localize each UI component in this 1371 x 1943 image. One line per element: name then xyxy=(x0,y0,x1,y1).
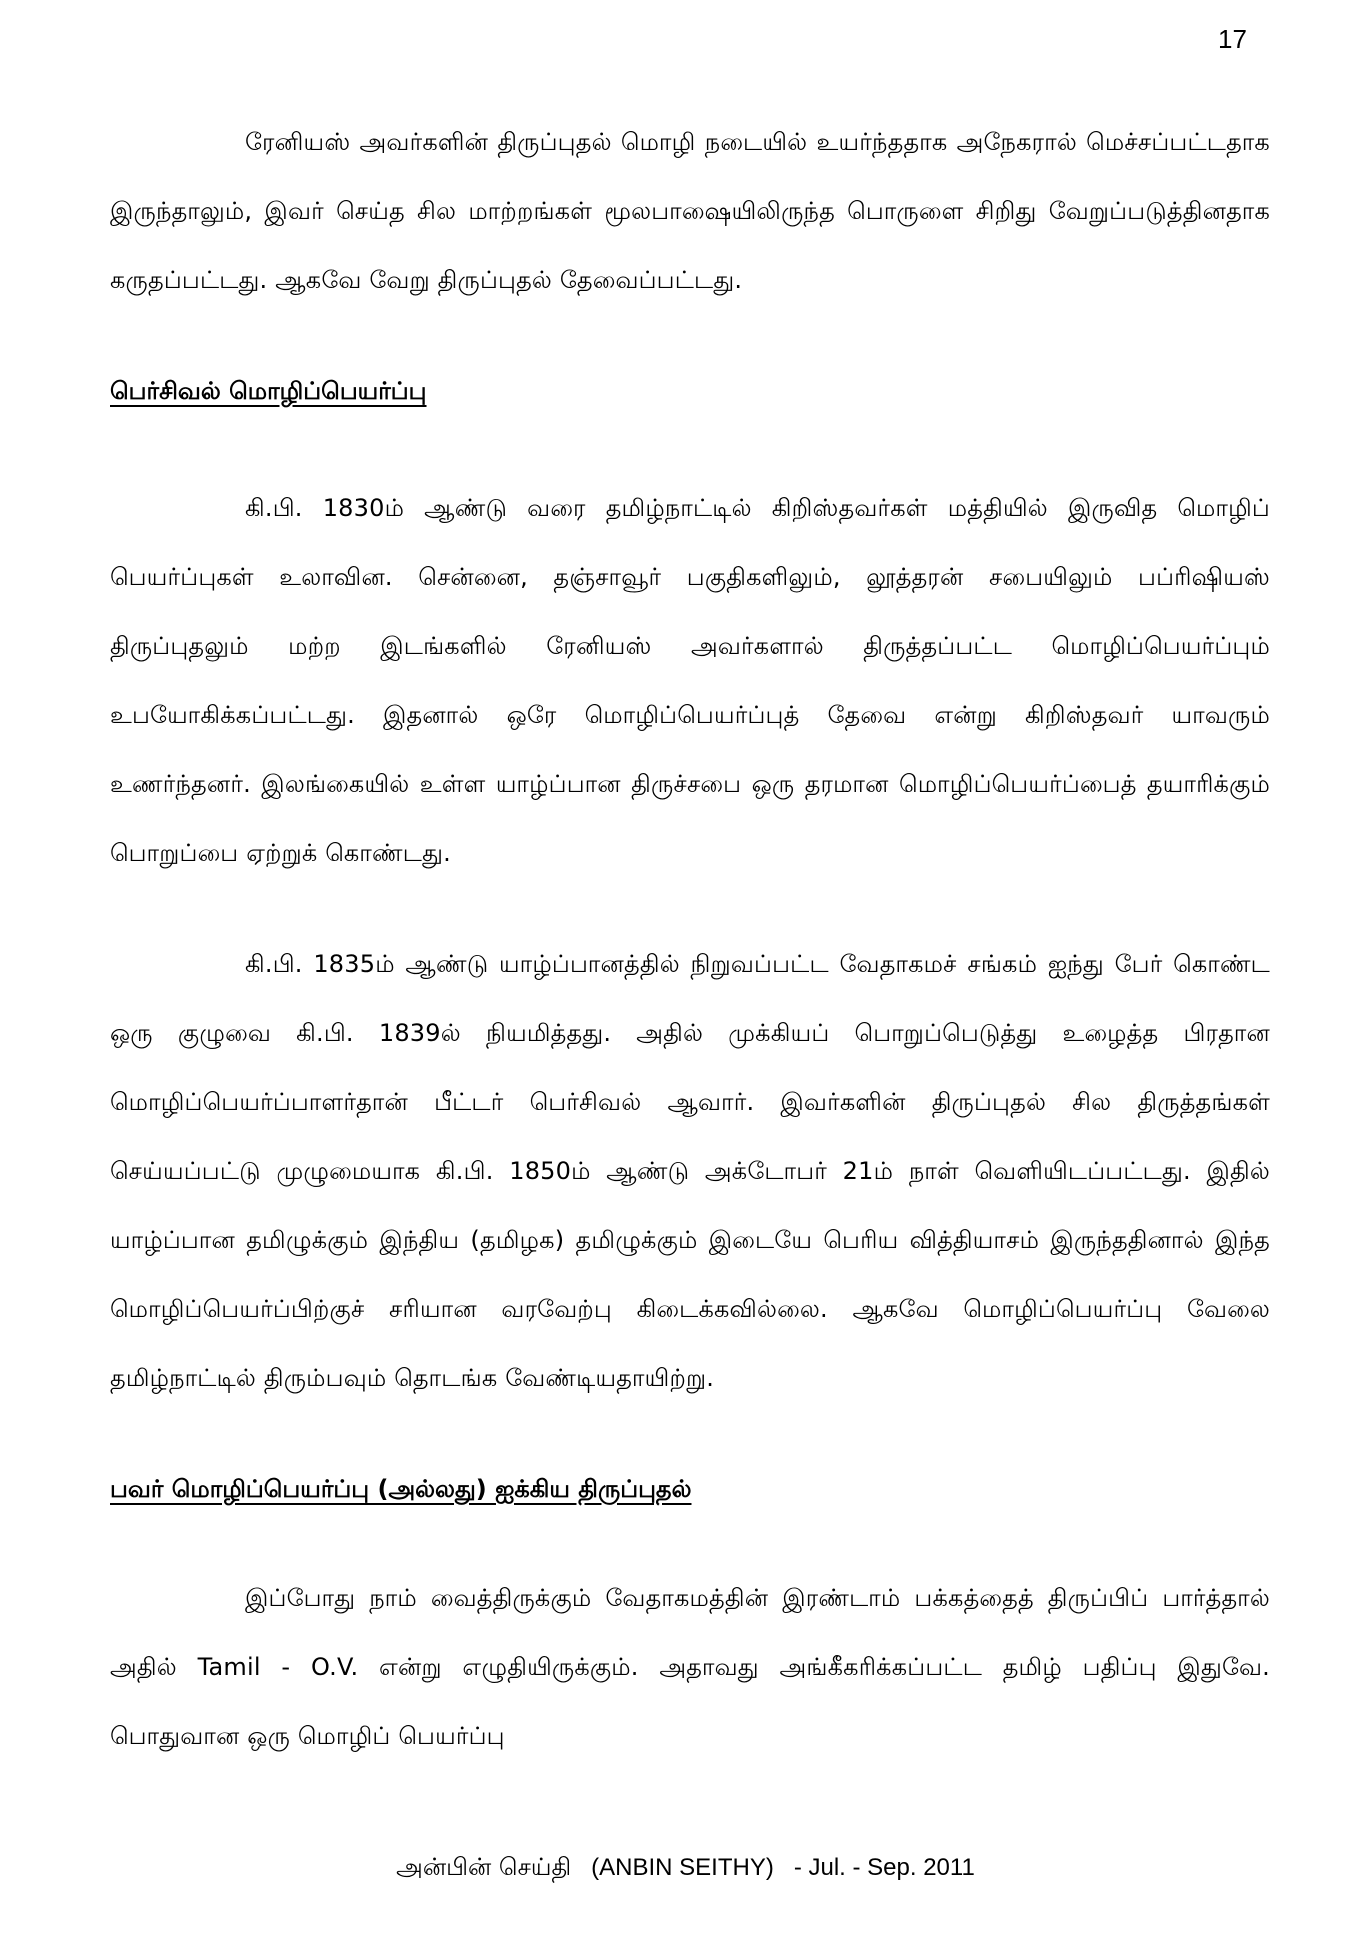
document-body xyxy=(110,108,1270,1771)
section-heading-union-version: பவர் மொழிப்பெயர்ப்பு (அல்லது) ஐக்கிய திருப்புதல் xyxy=(110,1475,692,1503)
page-footer xyxy=(0,1853,1371,1884)
footer-title-tamil: அன்பின் செய்தி xyxy=(396,1853,572,1881)
section-heading-percival: பெர்சிவல் மொழிப்பெயர்ப்பு xyxy=(110,377,427,405)
paragraph-reniyas: ரேனியஸ் அவர்களின் திருப்புதல் மொழி நடையில் உயர்ந்ததாக அநேகரால் மெச்சப்பட்டதாக இருந்தாலும், இவர் செய்த சில மாற்றங்கள் மூலபாஷையிலிருந்த பொருளை சிறிது வேறுப்படுத்தினதாக கருதப்பட்டது. ஆகவே வேறு திருப்புதல் தேவைப்பட்டது. xyxy=(110,128,1270,294)
paragraph-tamil-ov: இப்போது நாம் வைத்திருக்கும் வேதாகமத்தின் இரண்டாம் பக்கத்தைத் திருப்பிப் பார்த்தால் அதில் Tamil - O.V. என்று எழுதியிருக்கும். அதாவது அங்கீகரிக்கப்பட்ட தமிழ் பதிப்பு இதுவே. பொதுவான ஒரு மொழிப் பெயர்ப்பு xyxy=(110,1584,1270,1750)
paragraph-bible-society-1835: கி.பி. 1835ம் ஆண்டு யாழ்ப்பானத்தில் நிறுவப்பட்ட வேதாகமச் சங்கம் ஐந்து பேர் கொண்ட ஒரு குழுவை கி.பி. 1839ல் நியமித்தது. அதில் முக்கியப் பொறுப்பெடுத்து உழைத்த பிரதான மொழிப்பெயர்ப்பாளர்தான் பீட்டர் பெர்சிவல் ஆவார். இவர்களின் திருப்புதல் சில திருத்தங்கள் செய்யப்பட்டு முழுமையாக கி.பி. 1850ம் ஆண்டு அக்டோபர் 21ம் நாள் வெளியிடப்பட்டது. இதில் யாழ்ப்பான தமிழுக்கும் இந்திய (தமிழக) தமிழுக்கும் இடையே பெரிய வித்தியாசம் இருந்ததினால் இந்த மொழிப்பெயர்ப்பிற்குச் சரியான வரவேற்பு கிடைக்கவில்லை. ஆகவே மொழிப்பெயர்ப்பு வேலை தமிழ்நாட்டில் திரும்பவும் தொடங்க வேண்டியதாயிற்று. xyxy=(110,950,1270,1392)
footer-title-latin: (ANBIN SEITHY) - Jul. - Sep. 2011 xyxy=(571,1854,975,1881)
paragraph-translations-1830: கி.பி. 1830ம் ஆண்டு வரை தமிழ்நாட்டில் கிறிஸ்தவர்கள் மத்தியில் இருவித மொழிப் பெயர்ப்புகள் உலாவின. சென்னை, தஞ்சாவூர் பகுதிகளிலும், லூத்தரன் சபையிலும் பப்ரிஷியஸ் திருப்புதலும் மற்ற இடங்களில் ரேனியஸ் அவர்களால் திருத்தப்பட்ட மொழிப்பெயர்ப்பும் உபயோகிக்கப்பட்டது. இதனால் ஒரே மொழிப்பெயர்ப்புத் தேவை என்று கிறிஸ்தவர் யாவரும் உணர்ந்தனர். இலங்கையில் உள்ள யாழ்ப்பான திருச்சபை ஒரு தரமான மொழிப்பெயர்ப்பைத் தயாரிக்கும் பொறுப்பை ஏற்றுக் கொண்டது. xyxy=(110,494,1270,867)
page-number: 17 xyxy=(1218,24,1247,54)
